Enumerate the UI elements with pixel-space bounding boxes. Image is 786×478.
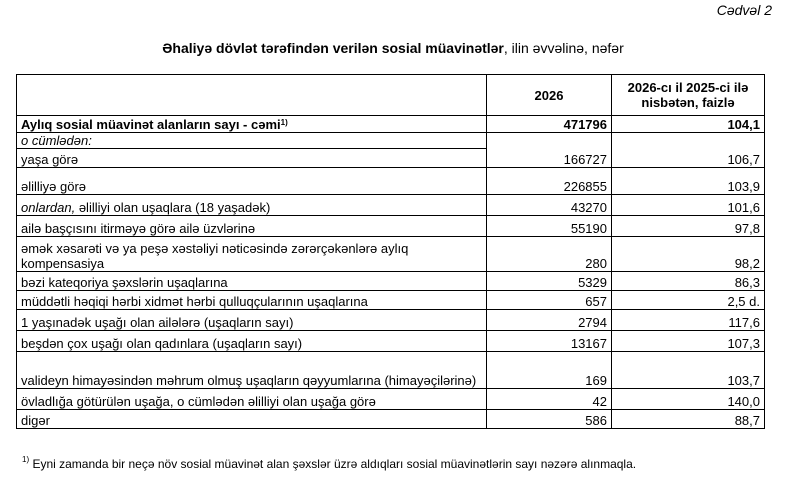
table-row xyxy=(17,310,765,331)
row-value: 42 xyxy=(487,389,612,410)
table-row xyxy=(17,216,765,237)
table-row xyxy=(17,133,765,149)
row-label: əmək xəsarəti və ya peşə xəstəliyi nəticəsində zərərçəkənlərə aylıq kompensasiya xyxy=(17,237,487,272)
total-row xyxy=(17,116,765,133)
row-ratio: 98,2 xyxy=(612,237,765,272)
row-ratio: 107,3 xyxy=(612,331,765,352)
footnote-text: Eyni zamanda bir neçə növ sosial müavinət alan şəxslər üzrə aldıqları sosial müavinətlərin sayı nəzərə alınmaqla. xyxy=(29,457,637,471)
row-ratio: 97,8 xyxy=(612,216,765,237)
table-label: Cədvəl 2 xyxy=(716,2,772,18)
row-ratio: 117,6 xyxy=(612,310,765,331)
title-rest: , ilin əvvəlinə, nəfər xyxy=(503,40,624,56)
table-row xyxy=(17,272,765,291)
total-value: 471796 xyxy=(487,116,612,133)
page-title xyxy=(0,40,786,56)
header-year: 2026 xyxy=(487,75,612,116)
benefits-table xyxy=(16,74,765,429)
row-ratio: 140,0 xyxy=(612,389,765,410)
footnote-mark: 1) xyxy=(22,455,30,464)
header-row xyxy=(17,75,765,116)
table-row xyxy=(17,389,765,410)
row-value: 5329 xyxy=(487,272,612,291)
footnote-mark: 1) xyxy=(280,118,288,127)
footnote xyxy=(22,457,636,471)
row-value: 280 xyxy=(487,237,612,272)
row-value: 43270 xyxy=(487,195,612,216)
row-value: 55190 xyxy=(487,216,612,237)
row-value: 657 xyxy=(487,291,612,310)
table-row xyxy=(17,168,765,195)
row-ratio: 103,7 xyxy=(612,352,765,389)
table-row xyxy=(17,352,765,389)
row-label: yaşa görə xyxy=(17,149,487,168)
row-label: beşdən çox uşağı olan qadınlara (uşaqların sayı) xyxy=(17,331,487,352)
total-ratio: 104,1 xyxy=(612,116,765,133)
row-label: əlilliyə görə xyxy=(17,168,487,195)
row-value: 166727 xyxy=(487,149,612,168)
header-blank xyxy=(17,75,487,116)
row-ratio: 88,7 xyxy=(612,410,765,429)
row-ratio: 103,9 xyxy=(612,168,765,195)
row-label: onlardan, əlilliyi olan uşaqlara (18 yaşadək) xyxy=(17,195,487,216)
table-row xyxy=(17,291,765,310)
row-label: digər xyxy=(17,410,487,429)
row-label: övladlığa götürülən uşağa, o cümlədən əlilliyi olan uşağa görə xyxy=(17,389,487,410)
row-value: 586 xyxy=(487,410,612,429)
table-row xyxy=(17,410,765,429)
row-value: 13167 xyxy=(487,331,612,352)
row-label: müddətli həqiqi hərbi xidmət hərbi qulluqçularının uşaqlarına xyxy=(17,291,487,310)
row-ratio: 106,7 xyxy=(612,149,765,168)
row-label: 1 yaşınadək uşağı olan ailələrə (uşaqların sayı) xyxy=(17,310,487,331)
including-label: o cümlədən: xyxy=(17,133,487,149)
table-row xyxy=(17,195,765,216)
total-label: Aylıq sosial müavinət alanların sayı - cəmi$^{1)}$ xyxy=(17,116,487,133)
row-value: 169 xyxy=(487,352,612,389)
row-ratio: 86,3 xyxy=(612,272,765,291)
table-row xyxy=(17,149,765,168)
row-label: valideyn himayəsindən məhrum olmuş uşaqların qəyyumlarına (himayəçilərinə) xyxy=(17,352,487,389)
row-label: bəzi kateqoriya şəxslərin uşaqlarına xyxy=(17,272,487,291)
row-ratio: 2,5 d. xyxy=(612,291,765,310)
table-row xyxy=(17,331,765,352)
row-value: 226855 xyxy=(487,168,612,195)
title-bold: Əhaliyə dövlət tərəfindən verilən sosial müavinətlər xyxy=(162,40,504,56)
table-row xyxy=(17,237,765,272)
row-label: ailə başçısını itirməyə görə ailə üzvlərinə xyxy=(17,216,487,237)
row-value: 2794 xyxy=(487,310,612,331)
row-ratio: 101,6 xyxy=(612,195,765,216)
header-ratio: 2026-cı il 2025-ci ilə nisbətən, faizlə xyxy=(612,75,765,116)
